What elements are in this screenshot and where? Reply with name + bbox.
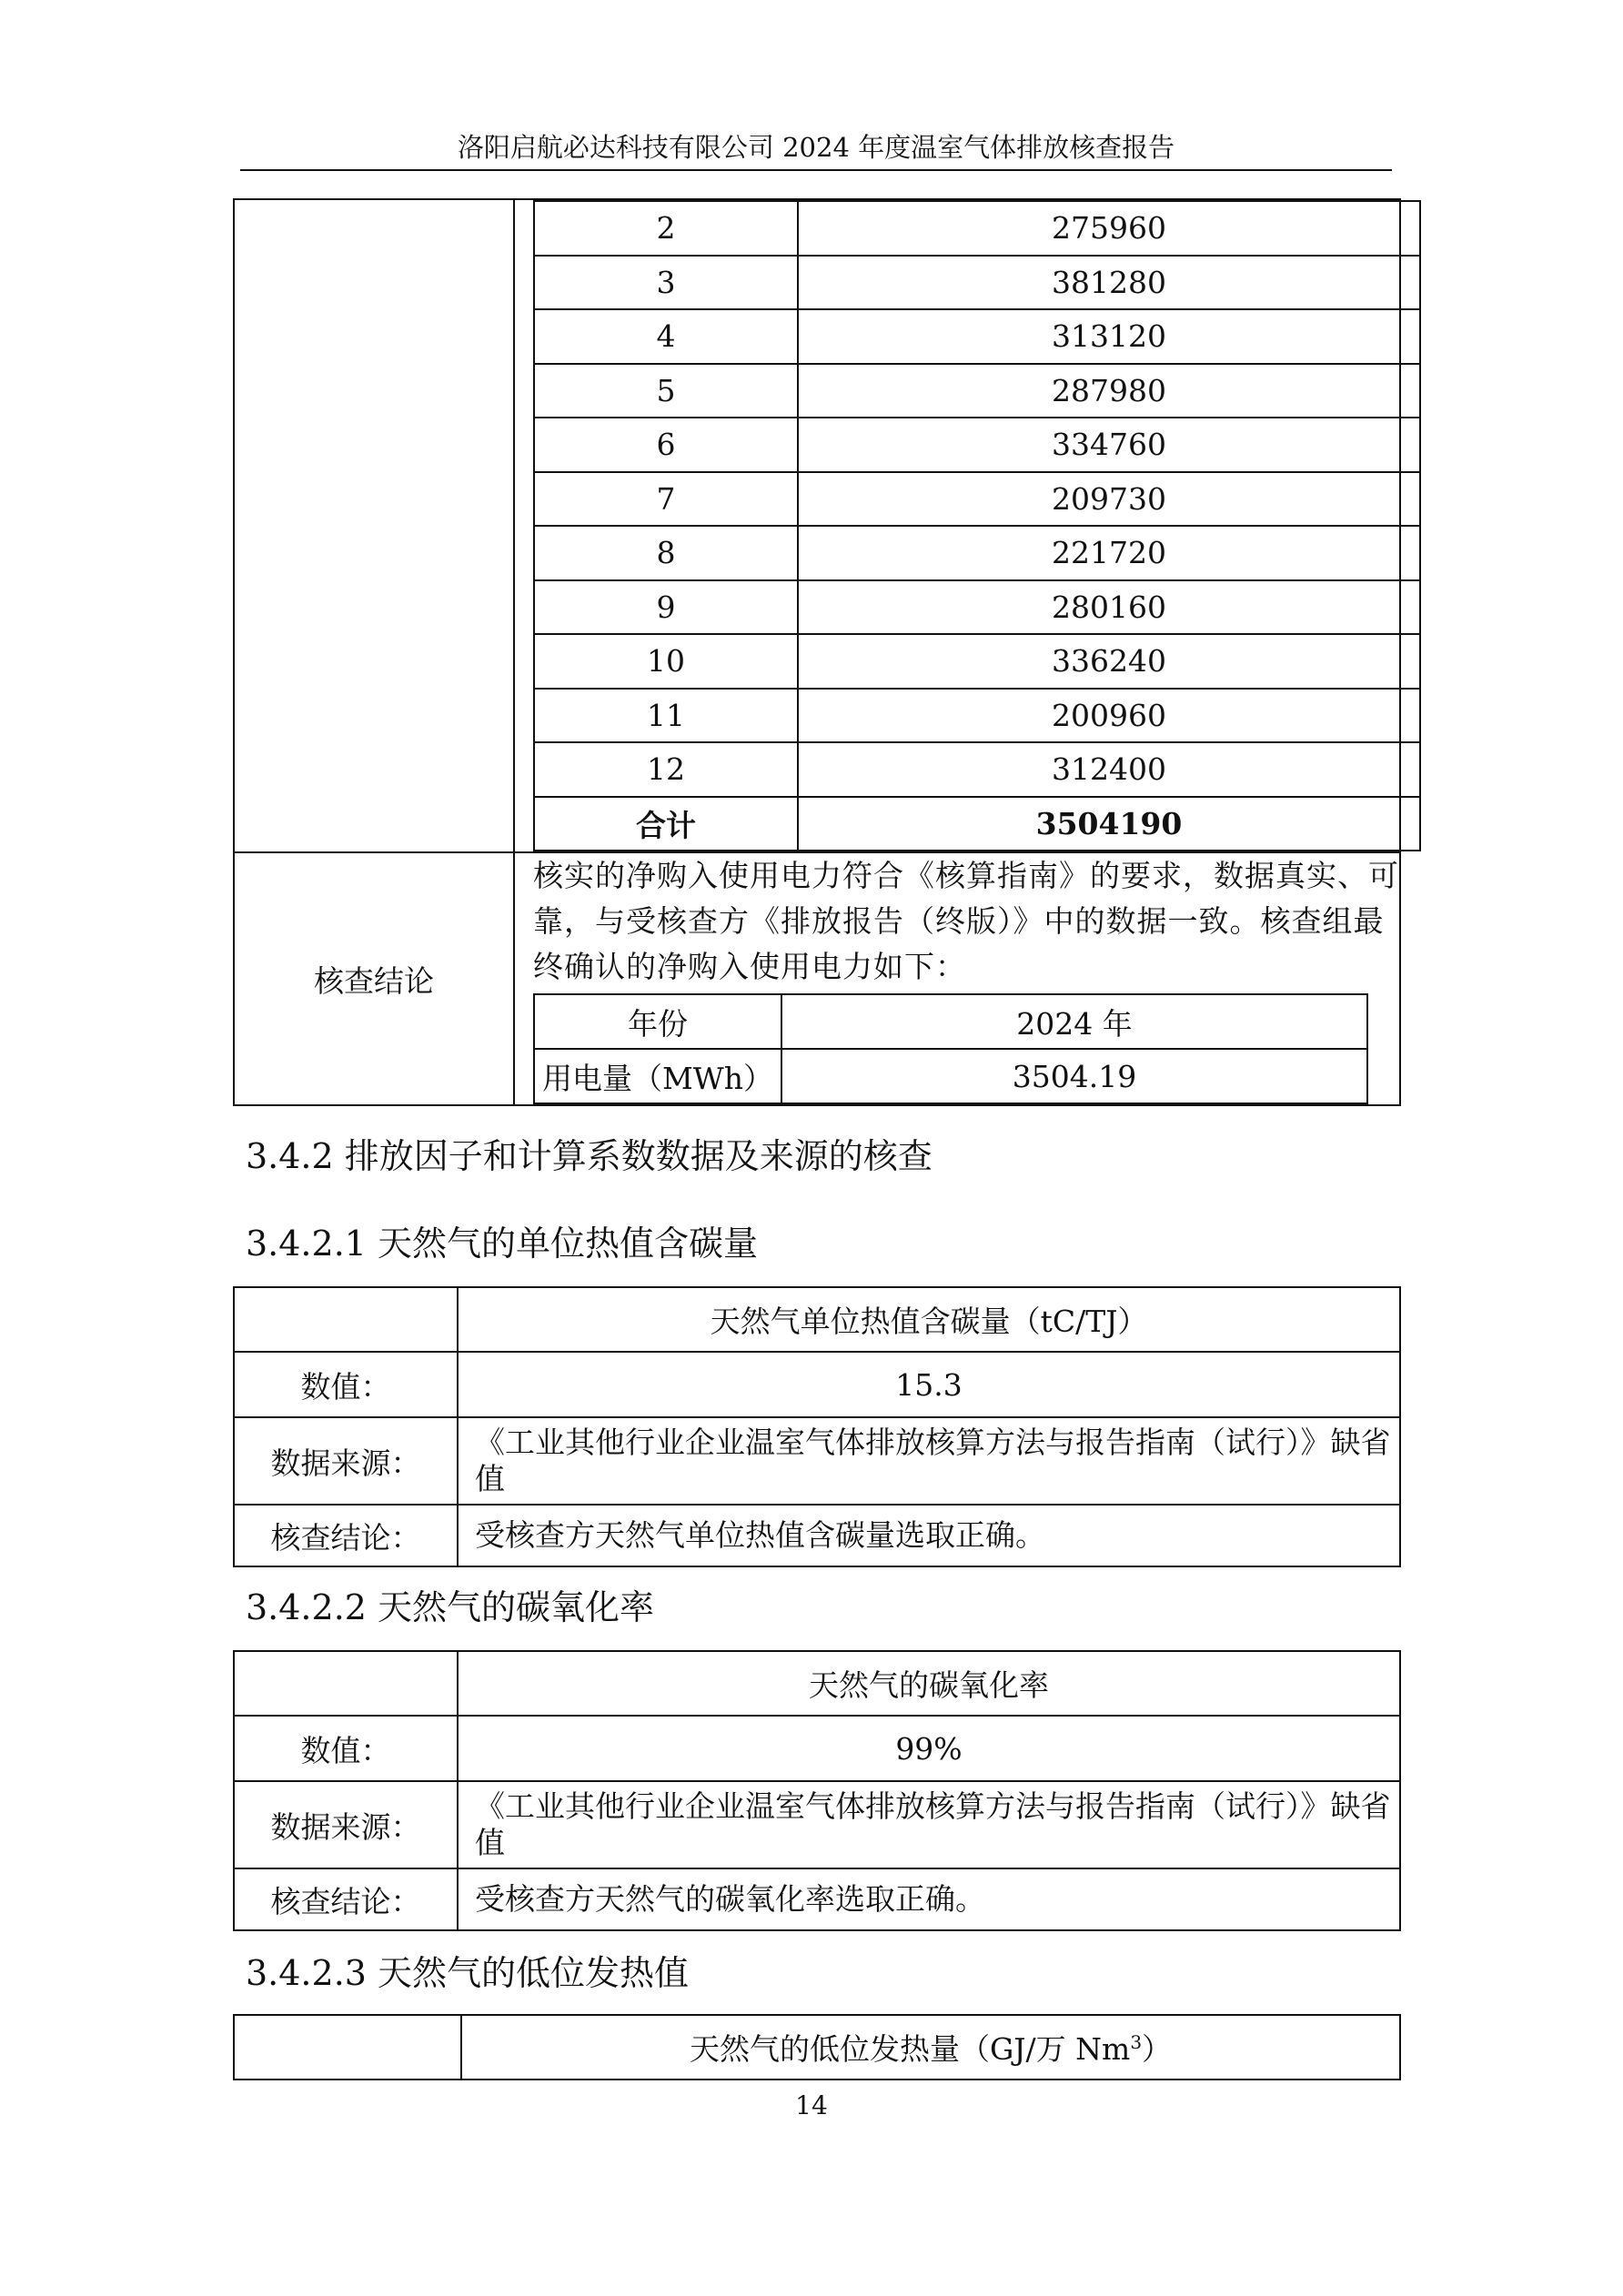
empty-header-cell xyxy=(234,1287,458,1352)
confirmed-usage-table xyxy=(533,993,1368,1104)
usage-cell: 334760 xyxy=(798,418,1420,472)
table-row xyxy=(234,1716,1400,1781)
usage-cell: 209730 xyxy=(798,472,1420,527)
table-row xyxy=(534,256,1420,310)
table-row xyxy=(534,472,1420,527)
empty-header-cell xyxy=(234,1651,458,1716)
table-row xyxy=(234,1352,1400,1417)
usage-cell: 280160 xyxy=(798,580,1420,635)
carbon-content-source: 《工业其他行业企业温室气体排放核算方法与报告指南（试行）》缺省值 xyxy=(458,1417,1400,1505)
table-row xyxy=(234,1781,1400,1868)
value-label: 数值： xyxy=(234,1352,458,1417)
carbon-content-value: 15.3 xyxy=(458,1352,1400,1417)
total-row xyxy=(534,797,1420,851)
oxidation-rate-conclusion: 受核查方天然气的碳氧化率选取正确。 xyxy=(458,1868,1400,1930)
electricity-left-cell xyxy=(234,199,514,852)
usage-cell: 312400 xyxy=(798,742,1420,797)
usage-cell: 313120 xyxy=(798,309,1420,364)
table-row xyxy=(534,580,1420,635)
ncv-header-superscript: 3 xyxy=(1130,2031,1143,2053)
empty-header-cell xyxy=(234,2015,461,2079)
oxidation-rate-source: 《工业其他行业企业温室气体排放核算方法与报告指南（试行）》缺省值 xyxy=(458,1781,1400,1868)
usage-cell: 275960 xyxy=(798,201,1420,256)
carbon-content-header: 天然气单位热值含碳量（tC/TJ） xyxy=(458,1287,1400,1352)
source-label: 数据来源： xyxy=(234,1781,458,1868)
oxidation-rate-value: 99% xyxy=(458,1716,1400,1781)
table-row xyxy=(534,526,1420,580)
table-row xyxy=(534,364,1420,418)
conclusion-label: 核查结论： xyxy=(234,1868,458,1930)
carbon-content-conclusion: 受核查方天然气单位热值含碳量选取正确。 xyxy=(458,1505,1400,1566)
table-row xyxy=(234,1868,1400,1930)
usage-cell: 336240 xyxy=(798,634,1420,689)
conclusion-label: 核查结论： xyxy=(234,1505,458,1566)
electricity-table xyxy=(233,198,1401,1106)
ncv-header xyxy=(461,2015,1400,2079)
section-title-3-4-2-2: 3.4.2.2 天然气的碳氧化率 xyxy=(246,1587,655,1627)
section-title-3-4-2-3: 3.4.2.3 天然气的低位发热值 xyxy=(246,1953,690,1993)
table-row xyxy=(534,309,1420,364)
monthly-usage-table xyxy=(533,200,1421,851)
carbon-content-table xyxy=(233,1286,1401,1567)
ncv-header-close: ） xyxy=(1142,2031,1173,2067)
year-value: 2024 年 xyxy=(781,994,1367,1049)
table-row xyxy=(234,1651,1400,1716)
month-cell: 5 xyxy=(534,364,798,418)
month-cell: 3 xyxy=(534,256,798,310)
month-cell: 6 xyxy=(534,418,798,472)
value-label: 数值： xyxy=(234,1716,458,1781)
table-row xyxy=(234,1505,1400,1566)
monthly-cell xyxy=(514,199,1400,852)
usage-cell: 200960 xyxy=(798,689,1420,743)
report-header: 洛阳启航必达科技有限公司 2024 年度温室气体排放核查报告 xyxy=(457,132,1175,163)
usage-label: 用电量（MWh） xyxy=(534,1049,781,1103)
usage-cell: 221720 xyxy=(798,526,1420,580)
total-label: 合计 xyxy=(534,797,798,851)
month-cell: 7 xyxy=(534,472,798,527)
table-row xyxy=(234,2015,1400,2079)
ncv-header-text: 天然气的低位发热量（GJ/万 Nm xyxy=(689,2031,1131,2067)
month-cell: 11 xyxy=(534,689,798,743)
usage-value: 3504.19 xyxy=(781,1049,1367,1103)
oxidation-rate-header: 天然气的碳氧化率 xyxy=(458,1651,1400,1716)
conclusion-text: 核实的净购入使用电力符合《核算指南》的要求，数据真实、可靠，与受核查方《排放报告（终版）》中的数据一致。核查组最终确认的净购入使用电力如下： xyxy=(533,858,1399,984)
table-row xyxy=(234,1417,1400,1505)
ncv-table xyxy=(233,2014,1401,2080)
header-divider xyxy=(240,169,1392,171)
table-row xyxy=(534,689,1420,743)
month-cell: 2 xyxy=(534,201,798,256)
usage-cell: 381280 xyxy=(798,256,1420,310)
table-row xyxy=(534,418,1420,472)
month-cell: 12 xyxy=(534,742,798,797)
table-row xyxy=(534,1049,1367,1103)
section-title-3-4-2: 3.4.2 排放因子和计算系数数据及来源的核查 xyxy=(246,1136,932,1176)
page-number: 14 xyxy=(795,2090,828,2120)
section-title-3-4-2-1: 3.4.2.1 天然气的单位热值含碳量 xyxy=(246,1224,759,1264)
month-cell: 8 xyxy=(534,526,798,580)
table-row xyxy=(534,994,1367,1049)
table-row xyxy=(534,201,1420,256)
conclusion-label: 核查结论 xyxy=(234,852,514,1105)
month-cell: 10 xyxy=(534,634,798,689)
conclusion-cell xyxy=(514,852,1400,1105)
total-value: 3504190 xyxy=(798,797,1420,851)
month-cell: 9 xyxy=(534,580,798,635)
usage-cell: 287980 xyxy=(798,364,1420,418)
month-cell: 4 xyxy=(534,309,798,364)
table-row xyxy=(534,634,1420,689)
table-row xyxy=(234,1287,1400,1352)
table-row xyxy=(534,742,1420,797)
oxidation-rate-table xyxy=(233,1650,1401,1931)
year-label: 年份 xyxy=(534,994,781,1049)
source-label: 数据来源： xyxy=(234,1417,458,1505)
